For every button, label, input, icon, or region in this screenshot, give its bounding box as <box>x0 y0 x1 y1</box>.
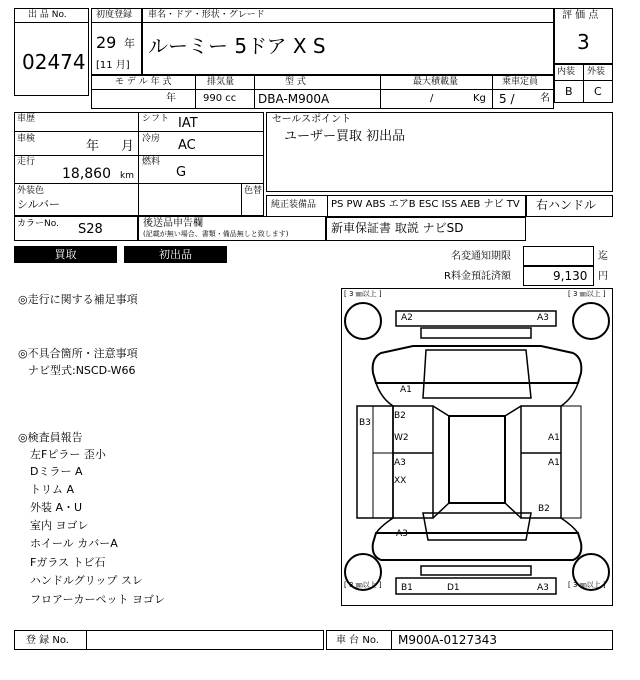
inspector-line: Dミラー A <box>30 465 83 478</box>
displacement-value: 990 cc <box>203 93 237 104</box>
reg-no-label: 登 録 No. <box>26 635 69 646</box>
grade-value: 3 <box>577 30 590 54</box>
chassis-no-label: 車 台 No. <box>336 635 379 646</box>
shaken-month-unit: 月 <box>121 139 135 154</box>
post-report-note: (記載が無い場合、書類・備品無しと致します) <box>143 230 289 238</box>
equipment-label: 純正装備品 <box>271 200 317 210</box>
tire-mark-rear-right: [ 3 ㎜以上 ] <box>568 581 606 589</box>
docs-value: 新車保証書 取説 ナビSD <box>331 221 464 235</box>
damage-rear-left-panel: B3 <box>359 418 371 428</box>
grade-label: 評 価 点 <box>562 10 599 21</box>
capacity-value: 5 / <box>499 92 515 106</box>
history-label: 車歴 <box>17 114 36 124</box>
color-change-label: 色替 <box>244 186 263 196</box>
tire-mark-rear-left: [ 3 ㎜以上 ] <box>344 581 382 589</box>
ac-label: 冷房 <box>142 134 161 144</box>
inspector-line: フロアーカーペット ヨゴレ <box>30 593 165 606</box>
inspector-line: トリム A <box>30 483 75 496</box>
interior-value: B <box>565 85 573 98</box>
damage-left-front-door-2: W2 <box>394 433 409 443</box>
inspector-line: Fガラス トビ石 <box>30 556 106 569</box>
name-change-box <box>523 246 594 266</box>
damage-left-quarter: A3 <box>396 529 408 539</box>
inspector-line: 室内 ヨゴレ <box>30 519 89 532</box>
mileage-label: 走行 <box>17 157 36 167</box>
lot-no-value: 02474 <box>22 50 86 74</box>
recycle-unit: 円 <box>598 271 608 282</box>
inspector-line: 左Fピラー 歪小 <box>30 448 106 461</box>
chassis-no-value: M900A-0127343 <box>398 633 497 647</box>
damage-front-bumper-left: A2 <box>401 313 413 323</box>
year-unit: 年 <box>124 37 135 50</box>
defects-title: ◎不具合箇所・注意事項 <box>18 347 138 360</box>
capacity-label: 乗車定員 <box>502 77 539 87</box>
color-no-value: S28 <box>78 222 103 237</box>
name-change-unit: 迄 <box>598 251 608 262</box>
damage-left-front-fender: A1 <box>400 385 412 395</box>
model-code: DBA-M900A <box>258 92 330 106</box>
inspector-title: ◎検査員報告 <box>18 431 83 444</box>
damage-front-bumper-right: A3 <box>537 313 549 323</box>
tire-front-left <box>345 303 381 339</box>
mileage-value: 18,860 <box>62 166 111 182</box>
damage-right-quarter: B2 <box>538 504 550 514</box>
first-reg-year: 29 <box>96 33 117 52</box>
shift-label: シフト <box>142 114 170 124</box>
car-name-label: 車名・ドア・形状・グレード <box>148 10 265 20</box>
damage-right-rear-door: A1 <box>548 458 560 468</box>
model-year-label: モ デ ル 年 式 <box>115 77 172 87</box>
interior-label: 内装 <box>557 67 576 77</box>
exterior-value: C <box>594 85 602 98</box>
name-change-label: 名変通知期限 <box>451 251 511 262</box>
handle-value: 右ハンドル <box>536 198 597 212</box>
model-year-unit: 年 <box>166 93 176 104</box>
damage-left-rear-door-1: A3 <box>394 458 406 468</box>
damage-right-front-door: A1 <box>548 433 560 443</box>
tire-mark-front-right: [ 3 ㎜以上 ] <box>568 290 606 298</box>
equipment-items: PS PW ABS エアB ESC ISS AEB ナビ TV <box>331 199 520 210</box>
first-reg-label: 初度登録 <box>96 10 133 20</box>
sales-point-text: ユーザー買取 初出品 <box>284 129 406 144</box>
first-reg-month: [11 月] <box>96 60 130 71</box>
inspector-line: 外装 A・U <box>30 501 83 514</box>
color-label: 外装色 <box>17 186 45 196</box>
type-label: 型 式 <box>285 77 306 87</box>
tag-first-listing: 初出品 <box>124 246 227 263</box>
supplement-title: ◎走行に関する補足事項 <box>18 293 138 306</box>
fuel-label: 燃料 <box>142 157 161 167</box>
color-no-label: カラーNo. <box>17 219 59 229</box>
tag-kaitori: 買取 <box>14 246 117 263</box>
recycle-value: 9,130 <box>553 269 588 283</box>
tire-front-right <box>573 303 609 339</box>
post-report-label: 後送品申告欄 <box>143 218 203 229</box>
displacement-label: 排気量 <box>207 77 235 87</box>
lot-no-label: 出 品 No. <box>28 10 67 20</box>
exterior-label: 外装 <box>587 67 606 77</box>
tire-mark-front-left: [ 3 ㎜以上 ] <box>344 290 382 298</box>
color-value: シルバー <box>17 198 60 211</box>
load-unit: Kg <box>473 93 486 104</box>
sales-point-label: セールスポイント <box>272 114 352 125</box>
mileage-unit: km <box>120 171 134 181</box>
capacity-unit: 名 <box>540 93 550 104</box>
fuel-value: G <box>176 165 187 180</box>
inspector-line: ハンドルグリップ スレ <box>30 574 143 587</box>
defects-text: ナビ型式:NSCD-W66 <box>28 364 136 377</box>
recycle-label: R料金預託済額 <box>444 271 511 282</box>
shaken-label: 車検 <box>17 134 36 144</box>
inspector-line: ホイール カバーA <box>30 537 118 550</box>
shift-value: IAT <box>178 116 198 131</box>
load-value: / <box>430 93 434 104</box>
damage-left-rear-door-2: XX <box>394 476 407 486</box>
shaken-year-unit: 年 <box>86 139 100 154</box>
ac-value: AC <box>178 138 196 153</box>
car-outline-svg <box>341 288 613 606</box>
damage-rear-bumper-left: B1 <box>401 583 413 593</box>
damage-rear-bumper-center: D1 <box>447 583 460 593</box>
load-label: 最大積載量 <box>413 77 459 87</box>
car-name: ルーミー 5ドア X S <box>148 34 326 58</box>
damage-rear-bumper-right: A3 <box>537 583 549 593</box>
damage-left-front-door-1: B2 <box>394 411 406 421</box>
